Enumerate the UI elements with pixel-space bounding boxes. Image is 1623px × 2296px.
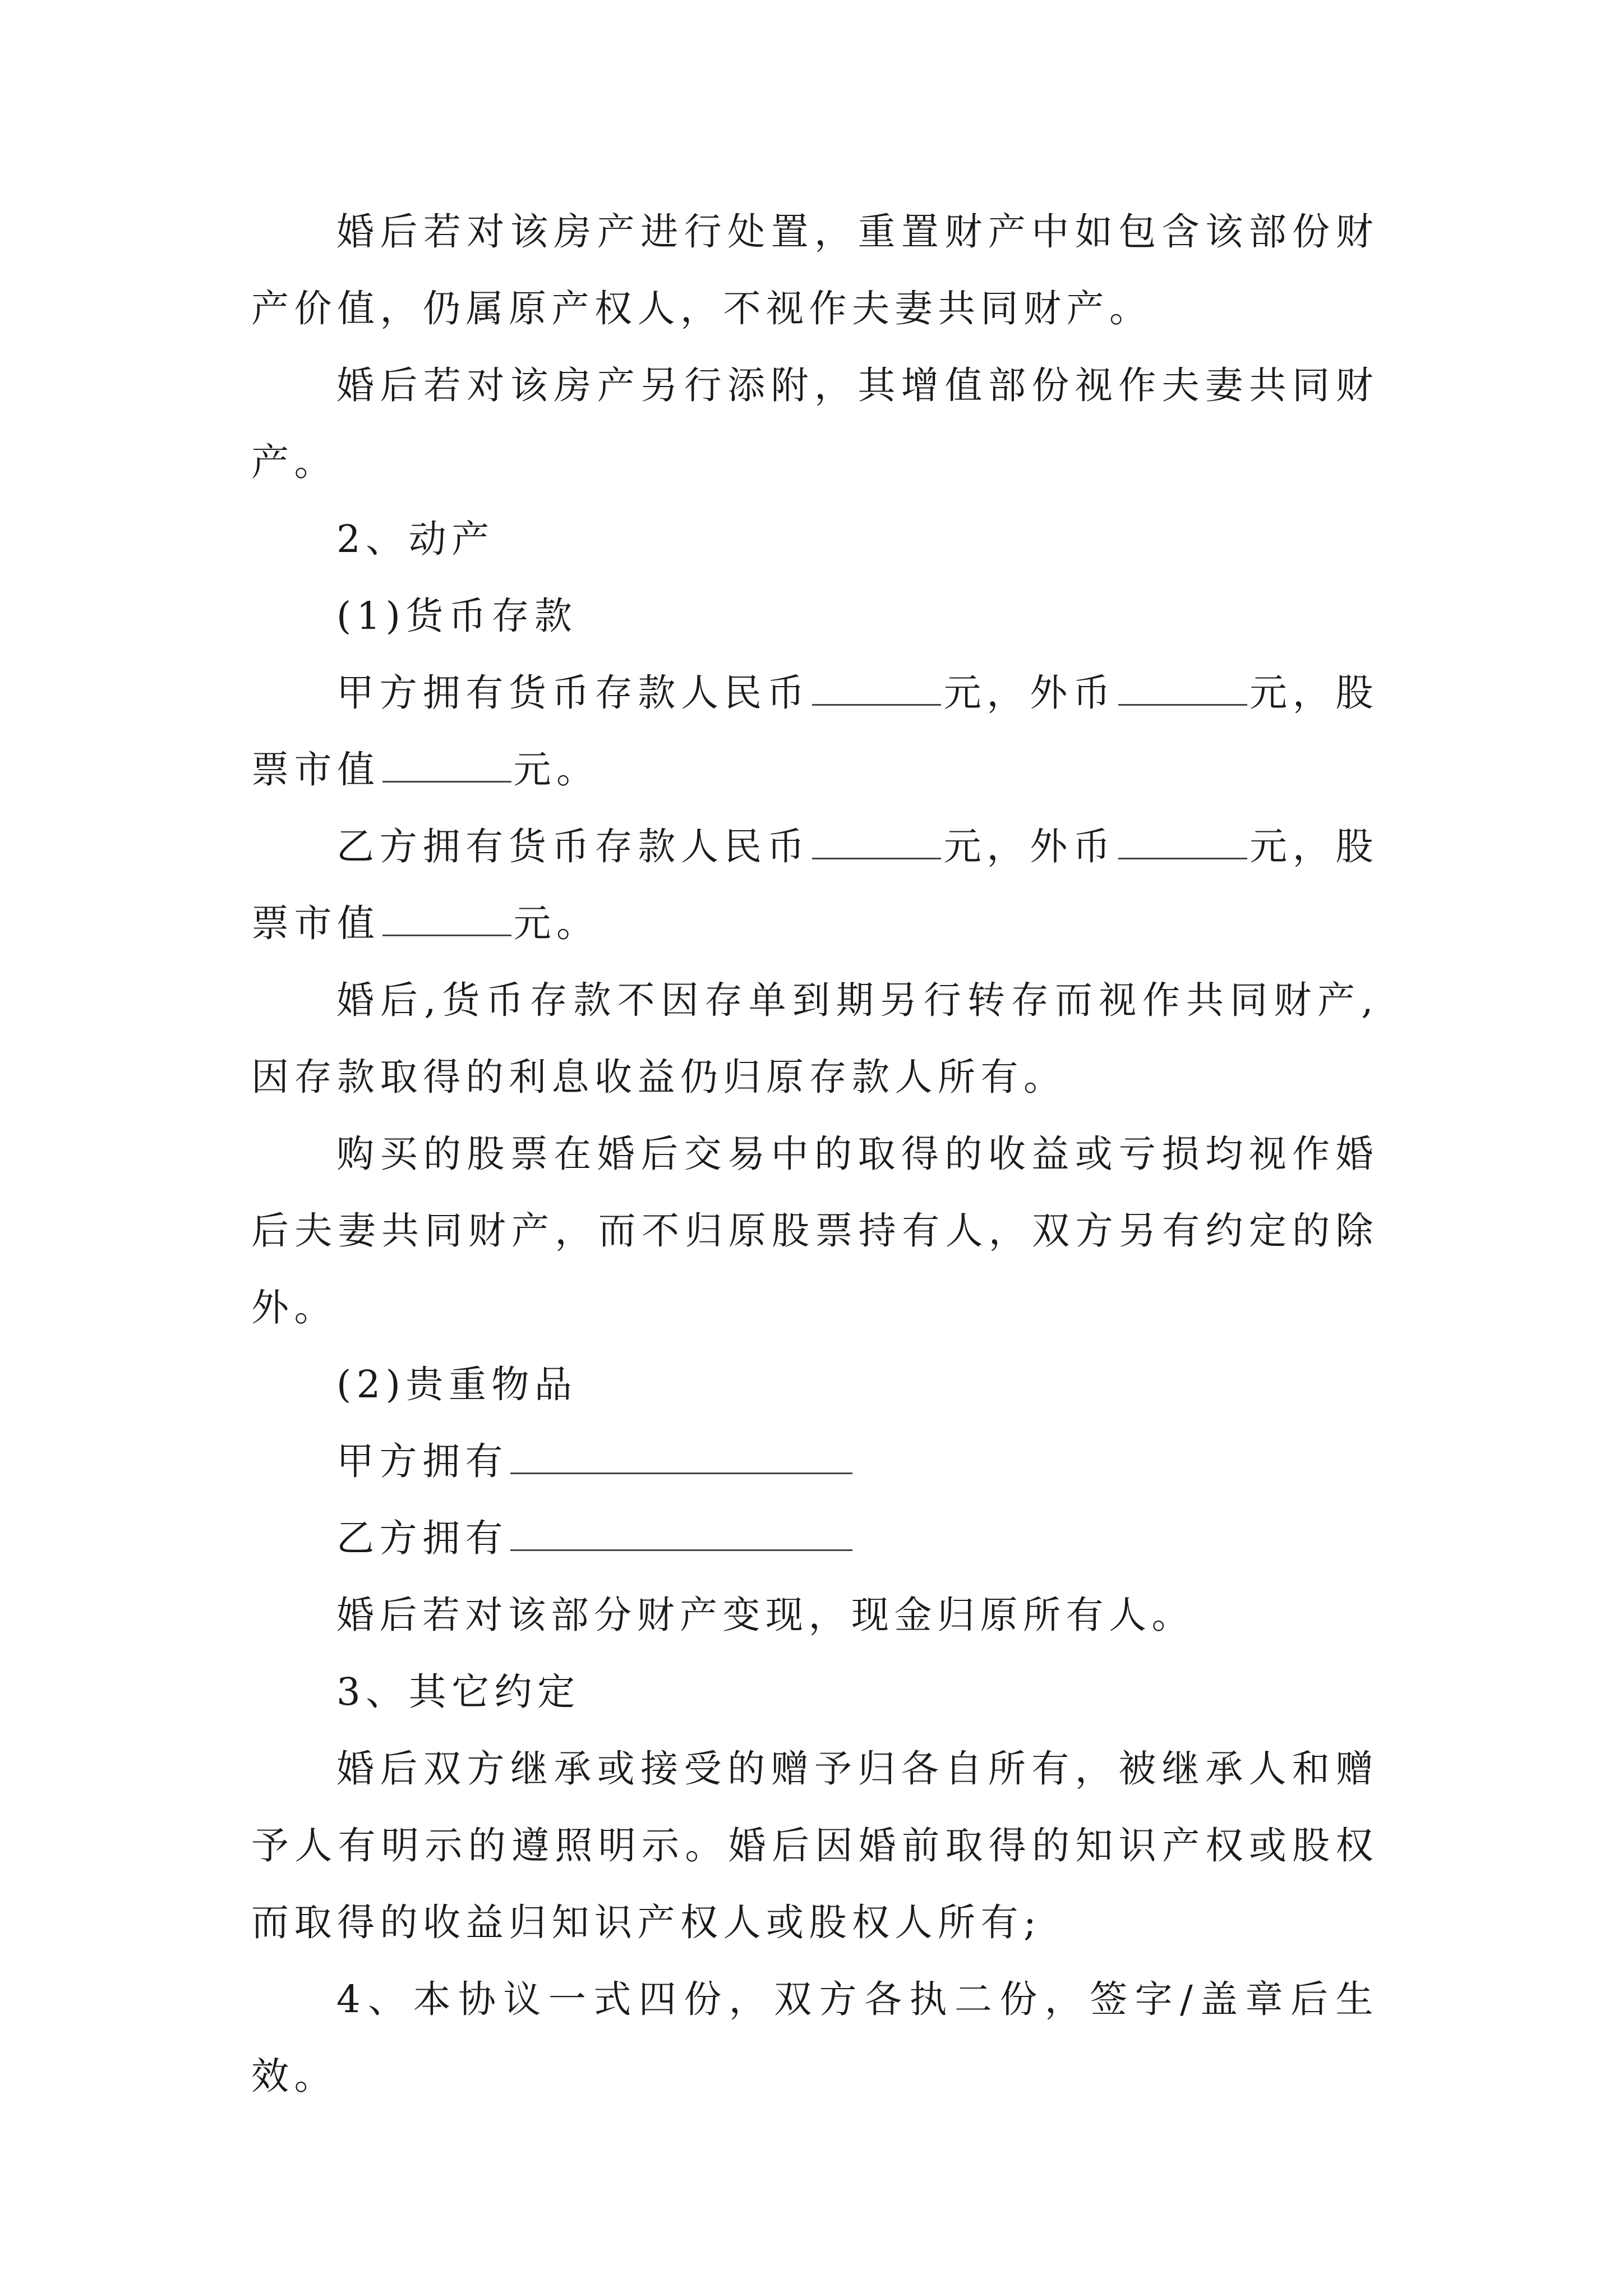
yi-deposit-text-1: 乙方拥有货币存款人民币 [336,825,810,868]
paragraph-yi-deposit [251,808,1378,962]
jia-deposit-text-2: 元，外币 [943,671,1116,715]
yi-valuables-text: 乙方拥有 [336,1516,508,1560]
yi-foreign-currency-blank [1118,824,1247,859]
paragraph-valuables-rule: 婚后若对该部分财产变现，现金归原所有人。 [336,1593,1195,1637]
jia-rmb-blank [812,670,941,706]
paragraph-stock-rule: 购买的股票在婚后交易中的取得的收益或亏损均视作婚后夫妻共同财产，而不归原股票持有人，双方另有约定的除外。 [251,1132,1378,1329]
yi-valuables-blank [510,1516,852,1551]
yi-deposit-text-3: 元，股票市值 [251,825,1379,945]
jia-valuables-text: 甲方拥有 [336,1439,508,1483]
paragraph-other-agreements: 婚后双方继承或接受的赠予归各自所有，被继承人和赠予人有明示的遵照明示。婚后因婚前取得的知识产权或股权而取得的收益归知识产权人或股权人所有; [251,1747,1378,1944]
section-3-heading: 3、其它约定 [336,1670,580,1714]
yi-deposit-text-2: 元，外币 [943,825,1116,868]
jia-deposit-text-4: 元。 [513,748,600,792]
section-4-copies: 4、本协议一式四份，双方各执二份，签字/盖章后生效。 [251,1977,1378,2098]
subsection-1-heading: (1)货币存款 [336,594,578,638]
paragraph-property-disposal: 婚后若对该房产进行处置，重置财产中如包含该部份财产价值，仍属原产权人，不视作夫妻共同财产。 [251,210,1378,330]
jia-valuables-blank [510,1439,852,1474]
paragraph-jia-deposit [251,655,1378,808]
paragraph-yi-valuables [251,1500,1378,1577]
yi-deposit-text-4: 元。 [513,901,600,945]
paragraph-deposit-rule: 婚后,货币存款不因存单到期另行转存而视作共同财产,因存款取得的利息收益仍归原存款人所有。 [251,978,1378,1099]
jia-deposit-text-3: 元，股票市值 [251,671,1379,792]
jia-deposit-text-1: 甲方拥有货币存款人民币 [336,671,810,715]
jia-stock-value-blank [382,747,511,783]
jia-foreign-currency-blank [1118,670,1247,706]
yi-stock-value-blank [382,901,511,936]
document-page [251,194,1378,2115]
yi-rmb-blank [812,824,941,859]
subsection-2-heading: (2)贵重物品 [336,1363,578,1406]
paragraph-property-addition: 婚后若对该房产另行添附，其增值部份视作夫妻共同财产。 [251,364,1378,484]
paragraph-jia-valuables [251,1423,1378,1500]
section-2-heading: 2、动产 [336,517,495,561]
